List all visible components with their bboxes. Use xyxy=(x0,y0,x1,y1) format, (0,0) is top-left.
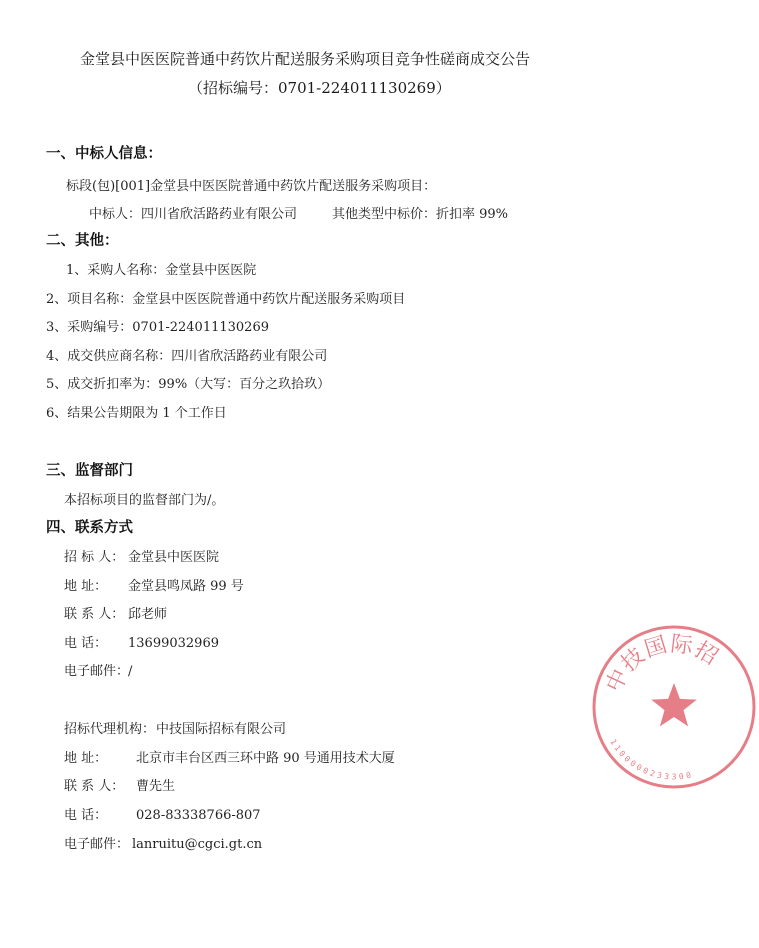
seal-char: 国 xyxy=(641,632,671,663)
supervision-text: 本招标项目的监督部门为/。 xyxy=(64,493,225,508)
document-title: 金堂县中医医院普通中药饮片配送服务采购项目竞争性磋商成交公告 xyxy=(80,50,531,68)
agency-contact-value: 曹先生 xyxy=(136,779,176,794)
other-item: 1、采购人名称：金堂县中医医院 xyxy=(66,263,257,278)
tender-number: （招标编号：0701-224011130269） xyxy=(188,79,451,97)
buyer-contact-label: 联 系 人： xyxy=(64,607,125,622)
seal-number-digit: 3 xyxy=(663,771,670,782)
official-seal xyxy=(589,622,759,792)
buyer-email-value: / xyxy=(128,664,133,679)
other-item: 6、结果公告期限为 1 个工作日 xyxy=(46,406,227,421)
agency-address-value: 北京市丰台区西三环中路 90 号通用技术大厦 xyxy=(136,751,395,766)
agency-phone-label: 电 话： xyxy=(64,808,108,823)
other-item: 4、成交供应商名称：四川省欣活路药业有限公司 xyxy=(46,349,328,364)
winning-price: 其他类型中标价：折扣率 99% xyxy=(332,207,509,222)
seal-number-digit: 0 xyxy=(685,770,692,781)
seal-number-digit: 3 xyxy=(656,770,663,781)
buyer-address-value: 金堂县鸣凤路 99 号 xyxy=(128,579,244,594)
seal-number-digit: 3 xyxy=(671,772,677,782)
agency-email-label: 电子邮件： xyxy=(64,837,130,852)
seal-number-digit: 1 xyxy=(612,743,623,753)
buyer-phone-label: 电 话： xyxy=(64,636,108,651)
buyer-contact-value: 邱老师 xyxy=(128,607,168,622)
seal-char: 技 xyxy=(616,643,650,677)
seal-number-digit: 2 xyxy=(648,768,657,779)
section-supervision-heading: 三、监督部门 xyxy=(46,463,133,479)
seal-number-digit: 0 xyxy=(617,748,627,759)
seal-number-digit: 0 xyxy=(628,758,638,769)
seal-number-digit: 0 xyxy=(641,765,650,776)
lot-line: 标段(包)[001]金堂县中医医院普通中药饮片配送服务采购项目： xyxy=(66,179,437,194)
other-item: 5、成交折扣率为：99%（大写：百分之玖拾玖） xyxy=(46,377,331,392)
seal-number-digit: 0 xyxy=(678,771,685,782)
seal-number-digit: 0 xyxy=(634,762,644,773)
section-contact-heading: 四、联系方式 xyxy=(46,520,133,536)
other-item: 2、项目名称：金堂县中医医院普通中药饮片配送服务采购项目 xyxy=(46,292,406,307)
buyer-label: 招 标 人： xyxy=(64,550,125,565)
seal-number-digit: 1 xyxy=(608,737,619,747)
buyer-email-label: 电子邮件： xyxy=(64,664,130,679)
seal-char: 际 xyxy=(669,631,695,660)
agency-address-label: 地 址： xyxy=(64,751,108,766)
agency-phone-value: 028-83338766-807 xyxy=(136,808,261,823)
buyer-address-label: 地 址： xyxy=(64,579,108,594)
winner-line: 中标人：四川省欣活路药业有限公司 xyxy=(89,207,298,222)
buyer-phone-value: 13699032969 xyxy=(128,636,219,651)
section-other-heading: 二、其他： xyxy=(46,233,119,249)
agency-contact-label: 联 系 人： xyxy=(64,779,125,794)
seal-char: 招 xyxy=(690,637,722,671)
other-item: 3、采购编号：0701-224011130269 xyxy=(46,320,269,335)
agency-label: 招标代理机构： xyxy=(64,722,156,737)
seal-number-digit: 0 xyxy=(622,754,633,764)
section-winner-heading: 一、中标人信息： xyxy=(46,146,162,162)
seal-char: 中 xyxy=(601,665,634,697)
agency-email-value: lanruitu@cgci.gt.cn xyxy=(132,837,263,852)
agency-value: 中技国际招标有限公司 xyxy=(156,722,287,737)
buyer-value: 金堂县中医医院 xyxy=(128,550,220,565)
